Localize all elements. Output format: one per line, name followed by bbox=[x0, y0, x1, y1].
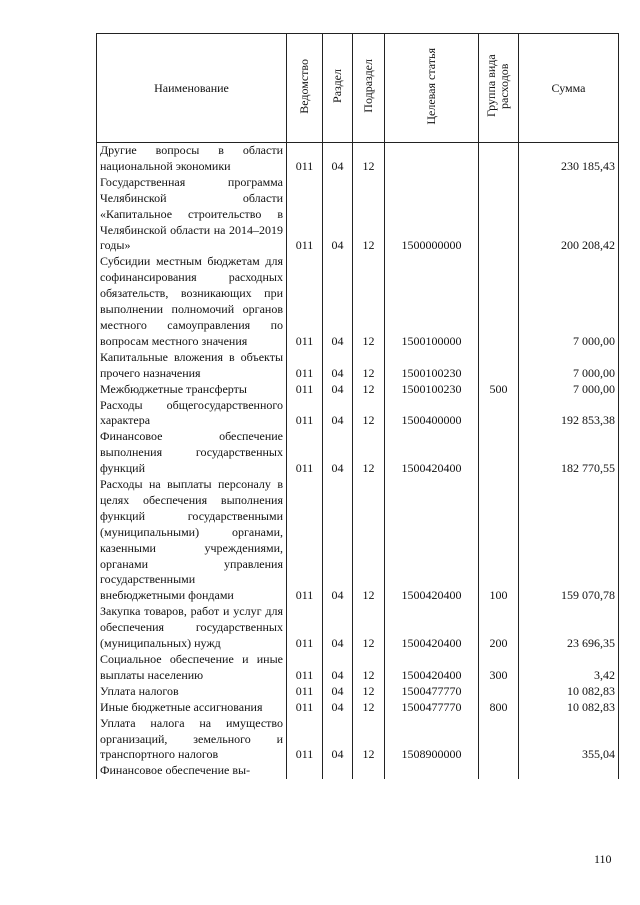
row-name: Капитальные вложения в объекты прочего назначения bbox=[97, 350, 287, 382]
row-celevaya: 1500100230 bbox=[385, 382, 479, 398]
row-vedomstvo: 011 bbox=[287, 700, 323, 716]
row-vedomstvo: 011 bbox=[287, 684, 323, 700]
header-razdel bbox=[323, 34, 353, 143]
header-summa: Сумма bbox=[519, 34, 619, 143]
row-celevaya: 1500100230 bbox=[385, 350, 479, 382]
row-name: Социальное обеспечение и иные выплаты населению bbox=[97, 652, 287, 684]
row-vedomstvo: 011 bbox=[287, 652, 323, 684]
row-celevaya: 1500420400 bbox=[385, 477, 479, 604]
row-gruppa bbox=[479, 684, 519, 700]
row-gruppa bbox=[479, 716, 519, 764]
row-vedomstvo: 011 bbox=[287, 716, 323, 764]
row-celevaya: 1500100000 bbox=[385, 254, 479, 349]
row-celevaya: 1500477770 bbox=[385, 700, 479, 716]
header-name: Наименование bbox=[97, 34, 287, 143]
row-gruppa bbox=[479, 254, 519, 349]
row-celevaya: 1500400000 bbox=[385, 398, 479, 430]
table-body bbox=[97, 143, 619, 780]
row-razdel bbox=[323, 763, 353, 779]
table-row bbox=[97, 477, 619, 604]
row-razdel: 04 bbox=[323, 175, 353, 255]
table-row bbox=[97, 684, 619, 700]
row-gruppa bbox=[479, 350, 519, 382]
row-vedomstvo: 011 bbox=[287, 604, 323, 652]
table-row bbox=[97, 143, 619, 175]
table-row bbox=[97, 429, 619, 477]
table-row bbox=[97, 763, 619, 779]
row-podrazdel: 12 bbox=[353, 143, 385, 175]
row-razdel: 04 bbox=[323, 716, 353, 764]
budget-table bbox=[96, 33, 619, 779]
table-row bbox=[97, 382, 619, 398]
row-summa: 10 082,83 bbox=[519, 684, 619, 700]
table-row bbox=[97, 700, 619, 716]
row-celevaya: 1500000000 bbox=[385, 175, 479, 255]
row-summa: 7 000,00 bbox=[519, 254, 619, 349]
row-name: Иные бюджетные ассигнования bbox=[97, 700, 287, 716]
row-razdel: 04 bbox=[323, 477, 353, 604]
row-razdel: 04 bbox=[323, 254, 353, 349]
row-name: Финансовое обеспечение вы- bbox=[97, 763, 287, 779]
table-header bbox=[97, 34, 619, 143]
row-razdel: 04 bbox=[323, 700, 353, 716]
row-vedomstvo: 011 bbox=[287, 477, 323, 604]
row-razdel: 04 bbox=[323, 143, 353, 175]
table-row bbox=[97, 652, 619, 684]
row-name: Закупка товаров, работ и услуг для обеспечения государственных (муниципальных) нужд bbox=[97, 604, 287, 652]
row-podrazdel: 12 bbox=[353, 604, 385, 652]
row-summa: 7 000,00 bbox=[519, 350, 619, 382]
row-gruppa: 800 bbox=[479, 700, 519, 716]
row-summa: 355,04 bbox=[519, 716, 619, 764]
row-celevaya bbox=[385, 143, 479, 175]
row-summa bbox=[519, 763, 619, 779]
table-row bbox=[97, 350, 619, 382]
row-razdel: 04 bbox=[323, 652, 353, 684]
row-vedomstvo: 011 bbox=[287, 350, 323, 382]
row-gruppa bbox=[479, 763, 519, 779]
row-gruppa: 300 bbox=[479, 652, 519, 684]
row-gruppa: 100 bbox=[479, 477, 519, 604]
row-razdel: 04 bbox=[323, 350, 353, 382]
row-podrazdel: 12 bbox=[353, 652, 385, 684]
row-vedomstvo: 011 bbox=[287, 429, 323, 477]
table-row bbox=[97, 604, 619, 652]
page-number: 110 bbox=[594, 852, 612, 866]
row-summa: 23 696,35 bbox=[519, 604, 619, 652]
row-podrazdel: 12 bbox=[353, 429, 385, 477]
row-vedomstvo: 011 bbox=[287, 382, 323, 398]
row-razdel: 04 bbox=[323, 382, 353, 398]
row-gruppa bbox=[479, 175, 519, 255]
row-podrazdel: 12 bbox=[353, 175, 385, 255]
table-row bbox=[97, 398, 619, 430]
row-summa: 10 082,83 bbox=[519, 700, 619, 716]
row-gruppa bbox=[479, 429, 519, 477]
row-celevaya bbox=[385, 763, 479, 779]
row-summa: 230 185,43 bbox=[519, 143, 619, 175]
row-vedomstvo: 011 bbox=[287, 143, 323, 175]
row-celevaya: 1500420400 bbox=[385, 652, 479, 684]
row-summa: 7 000,00 bbox=[519, 382, 619, 398]
row-summa: 159 070,78 bbox=[519, 477, 619, 604]
row-podrazdel: 12 bbox=[353, 700, 385, 716]
header-gruppa-label: Группа вида расходов bbox=[484, 54, 512, 118]
row-celevaya: 1500420400 bbox=[385, 429, 479, 477]
row-name: Расходы на выплаты персоналу в целях обеспечения выполнения функций государственными (муниципальными) органами, казенными учреждениями, органами управления государственными внебюджетными фондами bbox=[97, 477, 287, 604]
header-vedomstvo bbox=[287, 34, 323, 143]
row-name: Уплата налогов bbox=[97, 684, 287, 700]
row-vedomstvo: 011 bbox=[287, 398, 323, 430]
header-razdel-label: Раздел bbox=[329, 69, 344, 103]
row-name: Финансовое обеспечение выполнения государственных функций bbox=[97, 429, 287, 477]
row-name: Государственная программа Челябинской области «Капитальное строительство в Челябинской области на 2014–2019 годы» bbox=[97, 175, 287, 255]
row-summa: 182 770,55 bbox=[519, 429, 619, 477]
row-podrazdel: 12 bbox=[353, 684, 385, 700]
header-vedomstvo-label: Ведомство bbox=[296, 58, 311, 114]
row-podrazdel bbox=[353, 763, 385, 779]
row-vedomstvo: 011 bbox=[287, 175, 323, 255]
row-summa: 200 208,42 bbox=[519, 175, 619, 255]
row-gruppa: 200 bbox=[479, 604, 519, 652]
row-podrazdel: 12 bbox=[353, 477, 385, 604]
row-summa: 192 853,38 bbox=[519, 398, 619, 430]
row-vedomstvo: 011 bbox=[287, 254, 323, 349]
row-gruppa bbox=[479, 143, 519, 175]
row-podrazdel: 12 bbox=[353, 254, 385, 349]
row-name: Уплата налога на имущество организаций, земельного и транспортного налогов bbox=[97, 716, 287, 764]
row-podrazdel: 12 bbox=[353, 716, 385, 764]
row-name: Межбюджетные трансферты bbox=[97, 382, 287, 398]
header-podrazdel bbox=[353, 34, 385, 143]
row-razdel: 04 bbox=[323, 684, 353, 700]
row-razdel: 04 bbox=[323, 604, 353, 652]
row-name: Субсидии местным бюджетам для софинансирования расходных обязательств, возникающих при выполнении полномочий органов местного самоуправления по вопросам местного значения bbox=[97, 254, 287, 349]
row-gruppa bbox=[479, 398, 519, 430]
row-name: Другие вопросы в области национальной экономики bbox=[97, 143, 287, 175]
row-celevaya: 1500477770 bbox=[385, 684, 479, 700]
header-gruppa bbox=[479, 34, 519, 143]
row-gruppa: 500 bbox=[479, 382, 519, 398]
row-summa: 3,42 bbox=[519, 652, 619, 684]
header-celevaya-label: Целевая статья bbox=[423, 47, 438, 125]
row-razdel: 04 bbox=[323, 429, 353, 477]
row-podrazdel: 12 bbox=[353, 350, 385, 382]
row-celevaya: 1508900000 bbox=[385, 716, 479, 764]
row-podrazdel: 12 bbox=[353, 382, 385, 398]
row-podrazdel: 12 bbox=[353, 398, 385, 430]
row-celevaya: 1500420400 bbox=[385, 604, 479, 652]
row-name: Расходы общегосударственного характера bbox=[97, 398, 287, 430]
row-razdel: 04 bbox=[323, 398, 353, 430]
header-podrazdel-label: Подраздел bbox=[360, 59, 375, 113]
header-celevaya bbox=[385, 34, 479, 143]
table-row bbox=[97, 716, 619, 764]
row-vedomstvo bbox=[287, 763, 323, 779]
table-row bbox=[97, 175, 619, 255]
table-row bbox=[97, 254, 619, 349]
